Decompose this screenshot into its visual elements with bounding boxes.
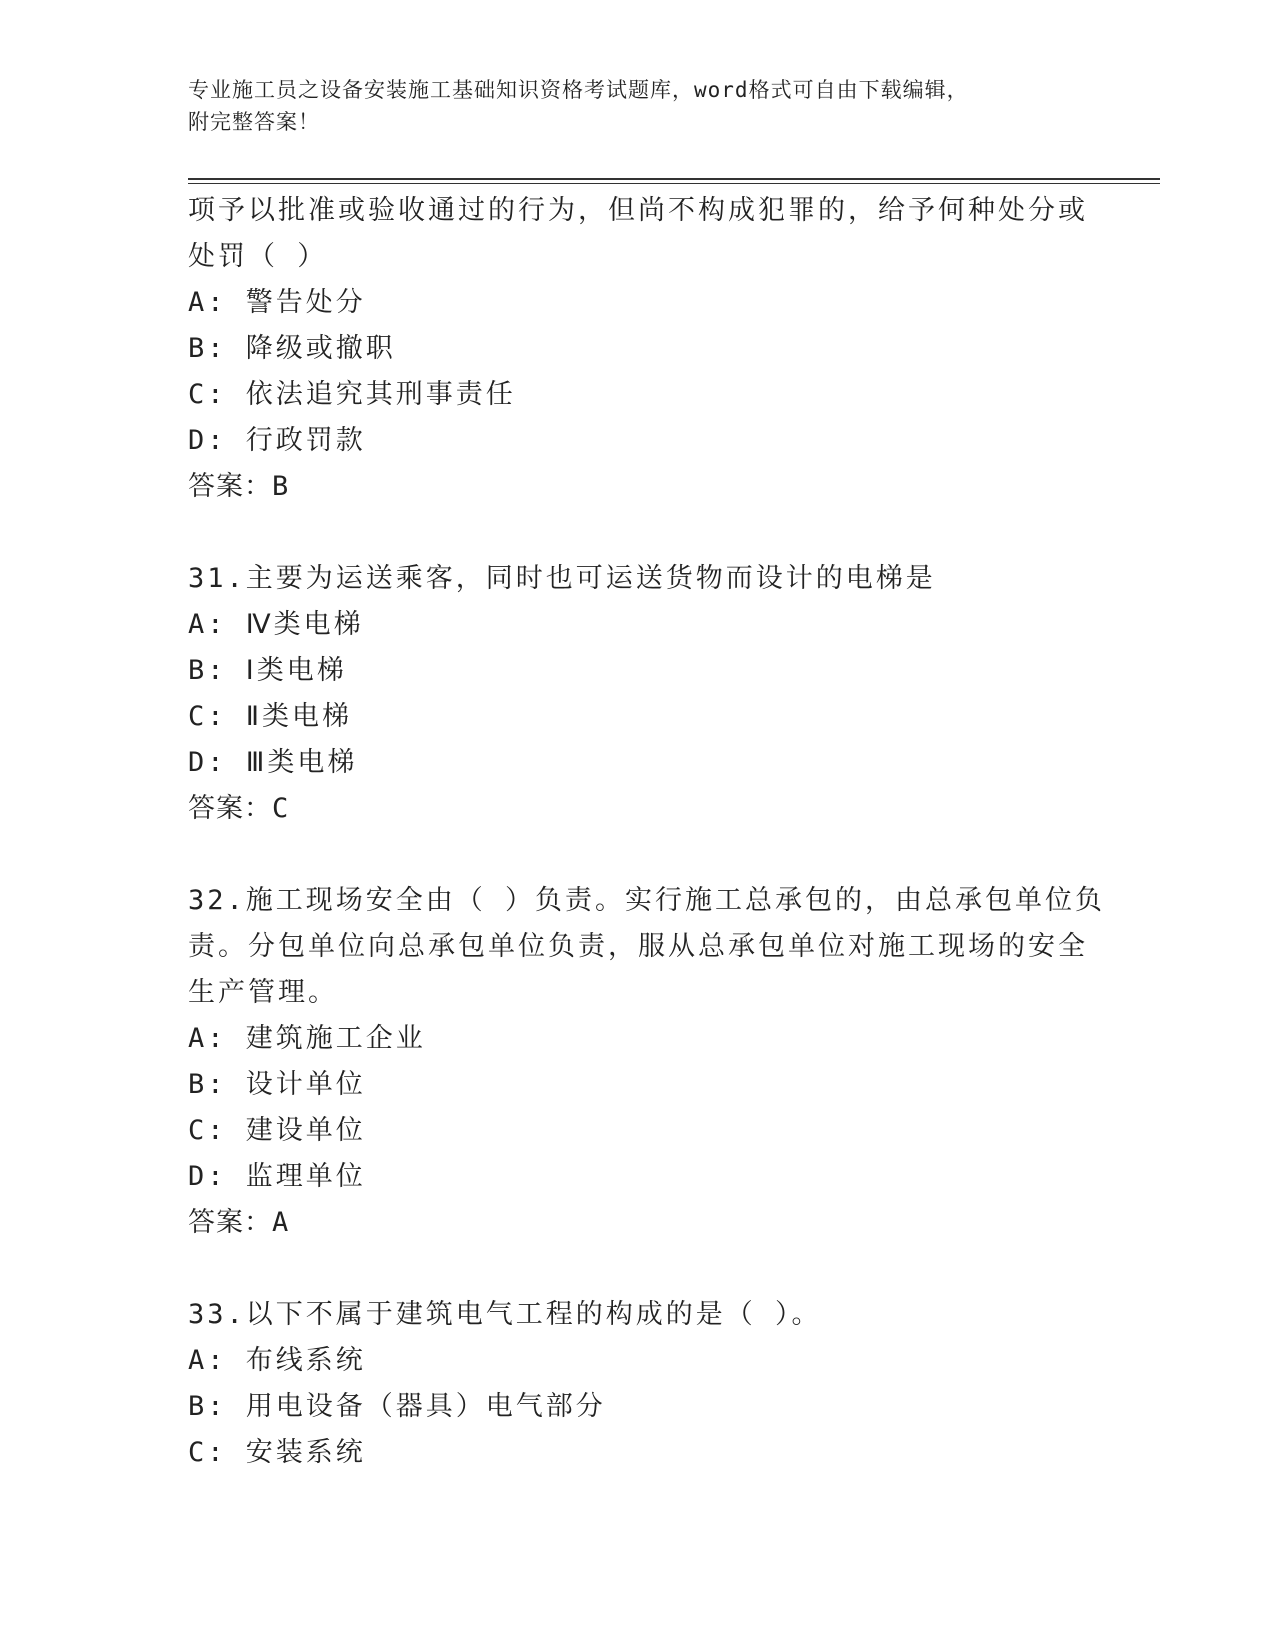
option-c: C: 依法追究其刑事责任 <box>188 379 516 410</box>
option-b: B: 用电设备（器具）电气部分 <box>188 1391 606 1422</box>
question-block <box>188 188 1088 510</box>
header-line-2: 附完整答案！ <box>188 110 320 134</box>
question-text-line: 项予以批准或验收通过的行为，但尚不构成犯罪的，给予何种处分或 <box>188 195 1088 226</box>
option-a: A: 布线系统 <box>188 1345 366 1376</box>
option-d: D: Ⅲ类电梯 <box>188 747 358 778</box>
option-a: A: Ⅳ类电梯 <box>188 609 364 640</box>
question-text-line: 生产管理。 <box>188 977 338 1008</box>
question-block <box>188 556 1088 832</box>
question-block <box>188 1292 1088 1476</box>
option-b: B: 设计单位 <box>188 1069 366 1100</box>
question-text-line: 31.主要为运送乘客，同时也可运送货物而设计的电梯是 <box>188 563 936 594</box>
question-text-line: 责。分包单位向总承包单位负责，服从总承包单位对施工现场的安全 <box>188 931 1088 962</box>
option-b: B: Ⅰ类电梯 <box>188 655 347 686</box>
option-b: B: 降级或撤职 <box>188 333 396 364</box>
option-c: C: 安装系统 <box>188 1437 366 1468</box>
question-text-line: 32.施工现场安全由（ ）负责。实行施工总承包的，由总承包单位负 <box>188 885 1106 916</box>
answer-line: 答案：A <box>188 1207 290 1238</box>
option-a: A: 建筑施工企业 <box>188 1023 426 1054</box>
spacer <box>188 1246 1088 1292</box>
spacer <box>188 832 1088 878</box>
question-text-line: 处罚（ ） <box>188 241 328 272</box>
question-text-line: 33.以下不属于建筑电气工程的构成的是（ ）。 <box>188 1299 822 1330</box>
spacer <box>188 510 1088 556</box>
answer-line: 答案：B <box>188 471 290 502</box>
question-list <box>188 188 1106 1476</box>
option-c: C: 建设单位 <box>188 1115 366 1146</box>
header-line-1: 专业施工员之设备安装施工基础知识资格考试题库，word格式可自由下载编辑， <box>188 78 969 102</box>
option-a: A: 警告处分 <box>188 287 366 318</box>
answer-line: 答案：C <box>188 793 290 824</box>
option-d: D: 行政罚款 <box>188 425 366 456</box>
header-rule-thin <box>188 183 1160 184</box>
option-c: C: Ⅱ类电梯 <box>188 701 353 732</box>
option-d: D: 监理单位 <box>188 1161 366 1192</box>
question-block <box>188 878 1106 1246</box>
header-rule <box>188 178 1160 180</box>
page-header <box>188 74 1068 138</box>
